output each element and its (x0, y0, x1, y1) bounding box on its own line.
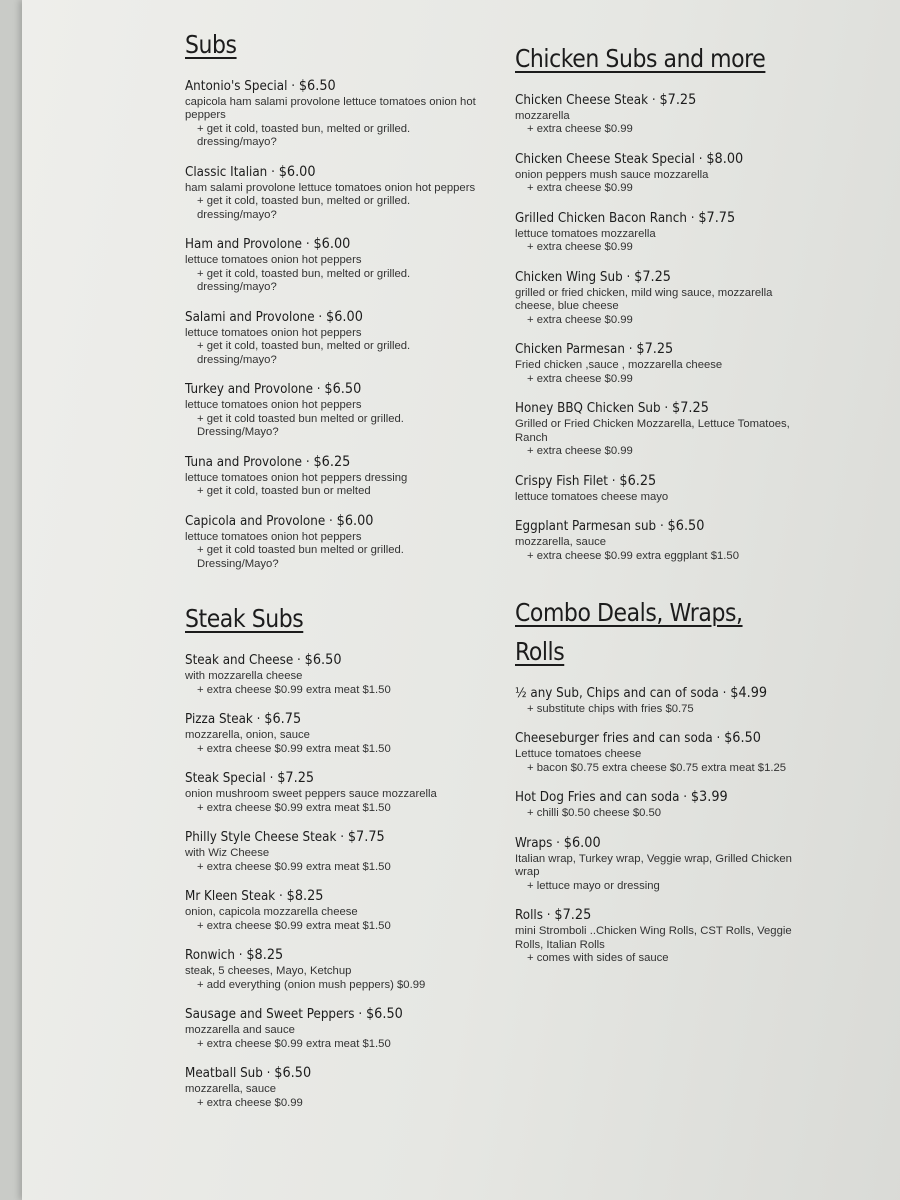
item-price: $8.25 (246, 947, 284, 963)
item-description: Lettuce tomatoes cheese (515, 748, 642, 761)
section-subs (185, 26, 485, 571)
menu-item (185, 77, 485, 150)
menu-item (515, 399, 815, 459)
item-name: Mr Kleen Steak (185, 889, 276, 904)
item-name: Honey BBQ Chicken Sub (515, 401, 661, 417)
item-description: ham salami provolone lettuce tomatoes onion hot peppers (185, 181, 476, 194)
price-separator: · (269, 771, 274, 786)
price-separator: · (546, 908, 551, 924)
menu-item (515, 788, 815, 821)
item-extra: + chilli $0.50 cheese $0.50 (527, 807, 662, 820)
item-price: $6.00 (336, 512, 374, 529)
item-extra: + get it cold toasted bun melted or grilled. Dressing/Mayo? (197, 412, 404, 439)
item-name: Meatball Sub (185, 1066, 263, 1081)
item-description: lettuce tomatoes onion hot peppers (185, 254, 362, 267)
price-separator: · (305, 237, 310, 253)
item-heading (185, 77, 461, 96)
item-extra: + get it cold toasted bun melted or grilled. Dressing/Mayo? (197, 544, 404, 570)
item-name: Tuna and Provolone (185, 454, 303, 470)
item-name: Chicken Cheese Steak (515, 92, 649, 108)
item-heading (185, 651, 461, 670)
item-heading (515, 268, 791, 287)
item-heading (515, 340, 791, 359)
price-separator: · (271, 164, 275, 180)
item-name: Chicken Parmesan (515, 342, 625, 358)
item-heading (185, 1005, 461, 1024)
item-heading (185, 308, 461, 327)
item-description: mozzarella (515, 109, 570, 122)
menu-item (185, 308, 485, 368)
item-description: Italian wrap, Turkey wrap, Veggie wrap, Grilled Chicken wrap (515, 852, 792, 879)
price-separator: · (664, 401, 669, 417)
item-description: with mozzarella cheese (185, 670, 303, 682)
item-extra: + comes with sides of sauce (527, 952, 669, 965)
item-name: Wraps (515, 835, 553, 851)
price-separator: · (690, 210, 695, 226)
item-price: $7.25 (659, 91, 697, 108)
item-extra: + extra cheese $0.99 (527, 182, 633, 195)
item-extra: + get it cold, toasted bun, melted or grilled. dressing/mayo? (197, 340, 411, 366)
item-description: mozzarella and sauce (185, 1024, 295, 1036)
price-separator: · (316, 382, 321, 398)
item-price: $7.75 (347, 829, 385, 845)
menu-item (515, 91, 815, 137)
item-heading (515, 729, 791, 748)
item-name: Antonio's Special (185, 78, 288, 94)
item-heading (515, 472, 791, 491)
menu-item (515, 209, 815, 255)
item-name: Salami and Provolone (185, 309, 315, 325)
menu-item (515, 906, 815, 966)
item-heading (185, 828, 461, 847)
price-separator: · (651, 92, 656, 108)
menu-items (515, 91, 815, 564)
item-heading (515, 150, 791, 169)
item-extra: + bacon $0.75 extra cheese $0.75 extra meat $1.25 (527, 761, 787, 774)
item-extra: + extra cheese $0.99 (197, 1096, 303, 1109)
item-heading (515, 91, 791, 110)
item-description: lettuce tomatoes cheese mayo (515, 490, 669, 503)
item-heading (185, 163, 461, 182)
item-heading (515, 684, 791, 703)
item-heading (515, 517, 791, 536)
item-name: Philly Style Cheese Steak (185, 830, 337, 845)
menu-item (515, 150, 815, 196)
item-description: lettuce tomatoes onion hot peppers (185, 399, 362, 412)
menu-item (185, 828, 485, 874)
item-description: with Wiz Cheese (185, 847, 270, 859)
item-description: steak, 5 cheeses, Mayo, Ketchup (185, 965, 352, 977)
item-heading (515, 788, 791, 807)
menu-item (515, 517, 815, 563)
menu-items (185, 77, 485, 572)
menu-item (185, 512, 485, 572)
section-title: Combo Deals, Wraps, Rolls (515, 598, 743, 666)
item-description: lettuce tomatoes onion hot peppers dressing (185, 471, 408, 484)
price-separator: · (297, 653, 301, 668)
item-price: $6.00 (313, 236, 351, 253)
price-separator: · (305, 454, 310, 470)
item-name: Chicken Wing Sub (515, 269, 623, 285)
menu-item (185, 887, 485, 933)
price-separator: · (698, 151, 703, 167)
item-price: $7.25 (636, 341, 674, 358)
item-description: mozzarella, sauce (515, 536, 607, 549)
item-description: mozzarella, sauce (185, 1083, 277, 1095)
item-extra: + get it cold, toasted bun or melted (197, 485, 371, 498)
item-heading (185, 512, 461, 531)
menu-item (185, 946, 485, 992)
menu-items (185, 651, 485, 1110)
section-chicken-subs (515, 40, 815, 563)
item-description: onion peppers mush sauce mozzarella (515, 168, 709, 181)
item-heading (185, 453, 461, 472)
item-price: $6.25 (619, 472, 657, 489)
item-heading (185, 235, 461, 254)
item-name: Sausage and Sweet Peppers (185, 1007, 355, 1022)
item-description: Grilled or Fried Chicken Mozzarella, Lettuce Tomatoes, Ranch (515, 418, 790, 444)
item-name: Cheeseburger fries and can soda (515, 731, 713, 747)
menu-item (515, 729, 815, 775)
item-name: Turkey and Provolone (185, 382, 313, 398)
item-extra: + extra cheese $0.99 (527, 241, 633, 254)
item-name: Chicken Cheese Steak Special (515, 151, 695, 167)
item-price: $8.25 (286, 888, 324, 904)
item-price: $6.50 (274, 1065, 312, 1081)
price-separator: · (683, 790, 688, 806)
menu-item (185, 235, 485, 295)
item-price: $7.25 (554, 907, 592, 924)
menu-item (185, 1005, 485, 1051)
item-extra: + get it cold, toasted bun, melted or grilled. dressing/mayo? (197, 122, 411, 149)
price-separator: · (556, 835, 560, 851)
price-separator: · (358, 1007, 363, 1022)
menu-item (185, 453, 485, 499)
item-price: $7.25 (672, 400, 709, 417)
item-extra: + get it cold, toasted bun, melted or grilled. dressing/mayo? (197, 267, 411, 294)
right-column (515, 40, 815, 979)
item-extra: + substitute chips with fries $0.75 (527, 702, 694, 715)
item-name: Steak and Cheese (185, 653, 294, 668)
item-price: $7.75 (698, 209, 736, 226)
price-separator: · (716, 731, 721, 747)
item-extra: + lettuce mayo or dressing (527, 879, 660, 892)
price-separator: · (266, 1066, 271, 1081)
item-description: capicola ham salami provolone lettuce tomatoes onion hot peppers (185, 95, 476, 122)
menu-item (185, 769, 485, 815)
item-extra: + extra cheese $0.99 extra meat $1.50 (197, 919, 391, 932)
item-price: $6.50 (365, 1006, 403, 1022)
item-extra: + extra cheese $0.99 extra eggplant $1.50 (527, 549, 739, 562)
item-name: Ronwich (185, 948, 235, 963)
item-heading (515, 834, 791, 853)
price-separator: · (256, 712, 261, 727)
price-separator: · (626, 269, 631, 285)
item-description: Fried chicken ,sauce , mozzarella cheese (515, 359, 723, 372)
item-name: ½ any Sub, Chips and can of soda (515, 685, 719, 701)
item-extra: + add everything (onion mush peppers) $0.99 (197, 978, 426, 991)
section-combo-deals (515, 594, 815, 966)
item-name: Steak Special (185, 771, 266, 786)
item-price: $6.50 (304, 652, 342, 668)
item-extra: + extra cheese $0.99 (527, 445, 633, 458)
item-description: mozzarella, onion, sauce (185, 729, 310, 741)
menu-item (515, 340, 815, 386)
price-separator: · (329, 513, 333, 529)
item-name: Capicola and Provolone (185, 513, 326, 529)
section-title: Chicken Subs and more (515, 44, 766, 73)
item-price: $6.75 (264, 711, 302, 727)
price-separator: · (340, 830, 345, 845)
price-separator: · (238, 948, 243, 963)
item-extra: + extra cheese $0.99 (527, 123, 633, 136)
item-price: $4.99 (730, 684, 768, 701)
item-price: $7.25 (634, 268, 672, 285)
price-separator: · (291, 78, 296, 94)
item-heading (515, 906, 791, 925)
item-price: $6.00 (278, 163, 316, 180)
item-heading (515, 399, 791, 418)
menu-item (185, 710, 485, 756)
menu-item (185, 163, 485, 223)
item-extra: + extra cheese $0.99 extra meat $1.50 (197, 1037, 391, 1050)
item-description: onion, capicola mozzarella cheese (185, 906, 358, 918)
item-extra: + extra cheese $0.99 extra meat $1.50 (197, 860, 391, 873)
item-price: $3.99 (690, 789, 728, 806)
item-extra: + extra cheese $0.99 (527, 313, 633, 326)
item-name: Crispy Fish Filet (515, 473, 608, 489)
item-price: $6.50 (324, 381, 362, 398)
item-name: Hot Dog Fries and can soda (515, 790, 680, 806)
item-heading (185, 946, 461, 965)
item-description: onion mushroom sweet peppers sauce mozzarella (185, 788, 437, 800)
price-separator: · (628, 342, 633, 358)
item-price: $6.00 (326, 308, 363, 325)
item-description: grilled or fried chicken, mild wing sauce, mozzarella cheese, blue cheese (515, 286, 773, 313)
menu-items (515, 684, 815, 966)
item-price: $6.25 (313, 453, 351, 470)
item-extra: + extra cheese $0.99 (527, 372, 633, 385)
item-name: Eggplant Parmesan sub (515, 519, 657, 535)
item-description: lettuce tomatoes onion hot peppers (185, 530, 362, 543)
price-separator: · (279, 889, 283, 904)
item-heading (185, 1064, 461, 1083)
item-name: Rolls (515, 908, 543, 924)
item-extra: + extra cheese $0.99 extra meat $1.50 (197, 801, 391, 814)
menu-item (515, 268, 815, 328)
menu-item (185, 1064, 485, 1110)
item-extra: + get it cold, toasted bun, melted or grilled. dressing/mayo? (197, 195, 411, 221)
section-title: Subs (185, 30, 237, 59)
item-heading (185, 887, 461, 906)
item-price: $8.00 (706, 150, 744, 167)
section-title: Steak Subs (185, 604, 304, 634)
price-separator: · (659, 519, 664, 535)
item-price: $6.00 (563, 834, 601, 851)
item-price: $6.50 (298, 77, 336, 94)
item-price: $6.50 (724, 730, 761, 747)
menu-item (515, 684, 815, 717)
item-price: $7.25 (277, 770, 315, 786)
price-separator: · (318, 309, 323, 325)
menu-item (515, 834, 815, 894)
item-name: Pizza Steak (185, 712, 253, 727)
item-extra: + extra cheese $0.99 extra meat $1.50 (197, 683, 391, 696)
item-name: Ham and Provolone (185, 237, 303, 253)
item-description: lettuce tomatoes onion hot peppers (185, 326, 362, 339)
item-extra: + extra cheese $0.99 extra meat $1.50 (197, 742, 391, 755)
item-heading (515, 209, 791, 228)
menu-item (185, 380, 485, 440)
item-description: lettuce tomatoes mozzarella (515, 227, 656, 240)
item-heading (185, 710, 461, 729)
section-steak-subs (185, 600, 485, 1110)
left-column (185, 26, 485, 1123)
price-separator: · (611, 473, 616, 489)
item-heading (185, 769, 461, 788)
menu-item (185, 651, 485, 697)
price-separator: · (722, 685, 727, 701)
item-description: mini Stromboli ..Chicken Wing Rolls, CST Rolls, Veggie Rolls, Italian Rolls (515, 925, 792, 951)
menu-item (515, 472, 815, 505)
item-heading (185, 380, 461, 399)
item-name: Grilled Chicken Bacon Ranch (515, 210, 687, 226)
item-price: $6.50 (667, 518, 705, 535)
item-name: Classic Italian (185, 164, 268, 180)
